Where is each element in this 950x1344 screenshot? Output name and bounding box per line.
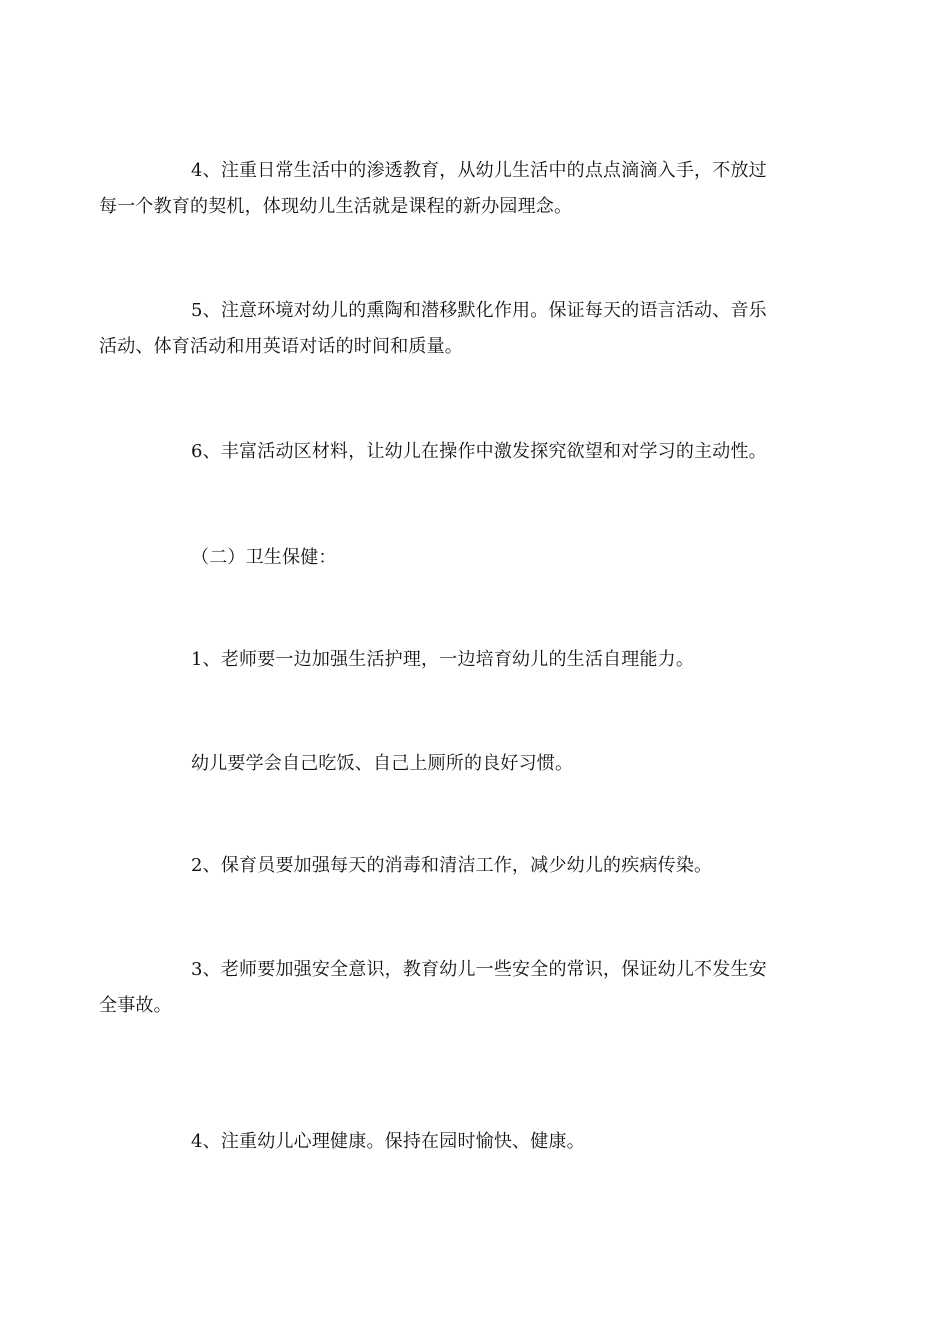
section-heading-health-care xyxy=(145,540,805,576)
paragraph-health-1 xyxy=(145,642,805,678)
paragraph-line: 活动、体育活动和用英语对话的时间和质量。 xyxy=(99,336,463,357)
paragraph-line: 3、老师要加强安全意识，教育幼儿一些安全的常识，保证幼儿不发生安 xyxy=(191,959,767,980)
paragraph-line: 幼儿要学会自己吃饭、自己上厕所的良好习惯。 xyxy=(191,753,574,774)
paragraph-item-5-environment xyxy=(99,293,805,365)
paragraph-health-3 xyxy=(99,952,805,1024)
paragraph-line: 4、注重幼儿心理健康。保持在园时愉快、健康。 xyxy=(191,1131,585,1152)
paragraph-line: 4、注重日常生活中的渗透教育，从幼儿生活中的点点滴滴入手，不放过 xyxy=(191,160,767,181)
paragraph-item-6-activity-area xyxy=(145,434,805,470)
paragraph-line: 2、保育员要加强每天的消毒和清洁工作，减少幼儿的疾病传染。 xyxy=(191,855,713,876)
paragraph-line: （二）卫生保健： xyxy=(191,547,337,568)
paragraph-line: 1、老师要一边加强生活护理，一边培育幼儿的生活自理能力。 xyxy=(191,649,695,670)
paragraph-line: 6、丰富活动区材料，让幼儿在操作中激发探究欲望和对学习的主动性。 xyxy=(191,441,767,462)
paragraph-line: 5、注意环境对幼儿的熏陶和潜移默化作用。保证每天的语言活动、音乐 xyxy=(191,300,767,321)
paragraph-line: 全事故。 xyxy=(99,995,172,1016)
paragraph-line: 每一个教育的契机，体现幼儿生活就是课程的新办园理念。 xyxy=(99,196,573,217)
paragraph-health-1-continued xyxy=(145,746,805,782)
paragraph-health-2 xyxy=(145,848,805,884)
paragraph-health-4 xyxy=(145,1124,805,1160)
paragraph-item-4-education xyxy=(99,153,805,225)
